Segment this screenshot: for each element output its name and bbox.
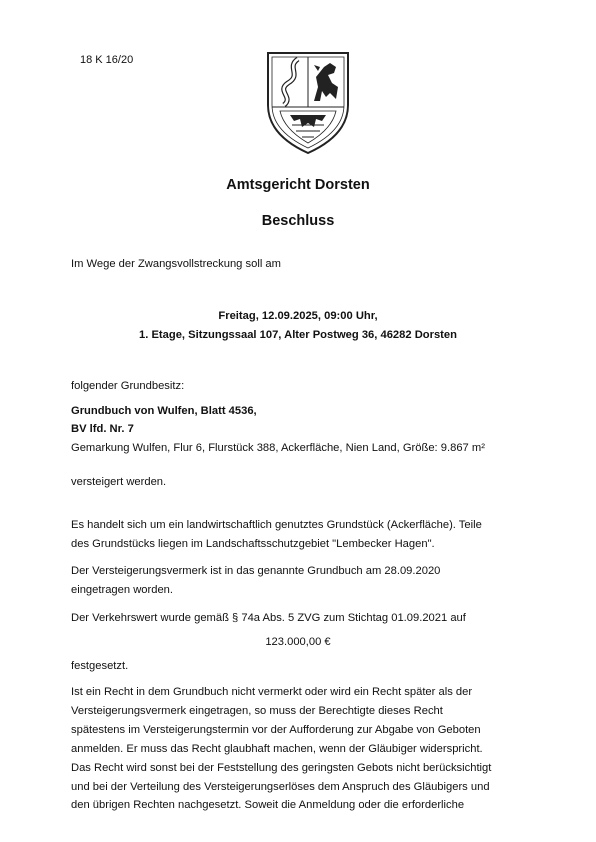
auction-date: Freitag, 12.09.2025, 09:00 Uhr, — [218, 310, 378, 322]
bv-number: BV lfd. Nr. 7 — [71, 423, 134, 435]
property-description — [71, 516, 531, 554]
text-line: Es handelt sich um ein landwirtschaftlich genutztes Grundstück (Ackerfläche). Teile — [71, 519, 482, 531]
auction-text: versteigert werden. — [71, 476, 167, 488]
case-number: 18 K 16/20 — [80, 54, 134, 66]
text-line: spätestens im Versteigerungstermin vor der Aufforderung zur Abgabe von Geboten — [71, 723, 481, 736]
value-fixed: festgesetzt. — [71, 660, 129, 672]
court-name: Amtsgericht Dorsten — [226, 177, 370, 193]
text-line: eingetragen worden. — [71, 583, 174, 596]
parcel-description: Gemarkung Wulfen, Flur 6, Flurstück 388, Ackerfläche, Nien Land, Größe: 9.867 m² — [71, 442, 485, 454]
auction-location: 1. Etage, Sitzungssaal 107, Alter Postweg 36, 46282 Dorsten — [139, 329, 457, 341]
text-line: des Grundstücks liegen im Landschaftsschutzgebiet "Lembecker Hagen". — [71, 537, 435, 550]
text-line: den übrigen Rechten nachgesetzt. Soweit die Anmeldung oder die erforderliche — [71, 799, 465, 812]
value-amount: 123.000,00 € — [265, 636, 331, 648]
text-line: Ist ein Recht in dem Grundbuch nicht vermerkt oder wird ein Recht später als der — [71, 686, 473, 698]
text-line: Der Versteigerungsvermerk ist in das genannte Grundbuch am 28.09.2020 — [71, 565, 441, 577]
registration-note — [71, 562, 531, 600]
document-type: Beschluss — [261, 213, 335, 229]
rights-paragraph — [71, 683, 531, 815]
coat-of-arms-icon — [258, 47, 358, 157]
property-intro: folgender Grundbesitz: — [71, 380, 185, 392]
intro-text: Im Wege der Zwangsvollstreckung soll am — [71, 258, 281, 270]
text-line: Das Recht wird sonst bei der Feststellung des geringsten Gebots nicht berücksichtigt — [71, 761, 492, 774]
text-line: anmelden. Er muss das Recht glaubhaft machen, wenn der Gläubiger widerspricht. — [71, 742, 483, 755]
text-line: und bei der Verteilung des Versteigerungserlöses dem Anspruch des Gläubigers und — [71, 780, 490, 793]
text-line: Versteigerungsvermerk eingetragen, so muss der Berechtigte dieses Recht — [71, 704, 443, 717]
land-register: Grundbuch von Wulfen, Blatt 4536, — [71, 405, 257, 417]
value-intro: Der Verkehrswert wurde gemäß § 74a Abs. 5 ZVG zum Stichtag 01.09.2021 auf — [71, 612, 466, 624]
